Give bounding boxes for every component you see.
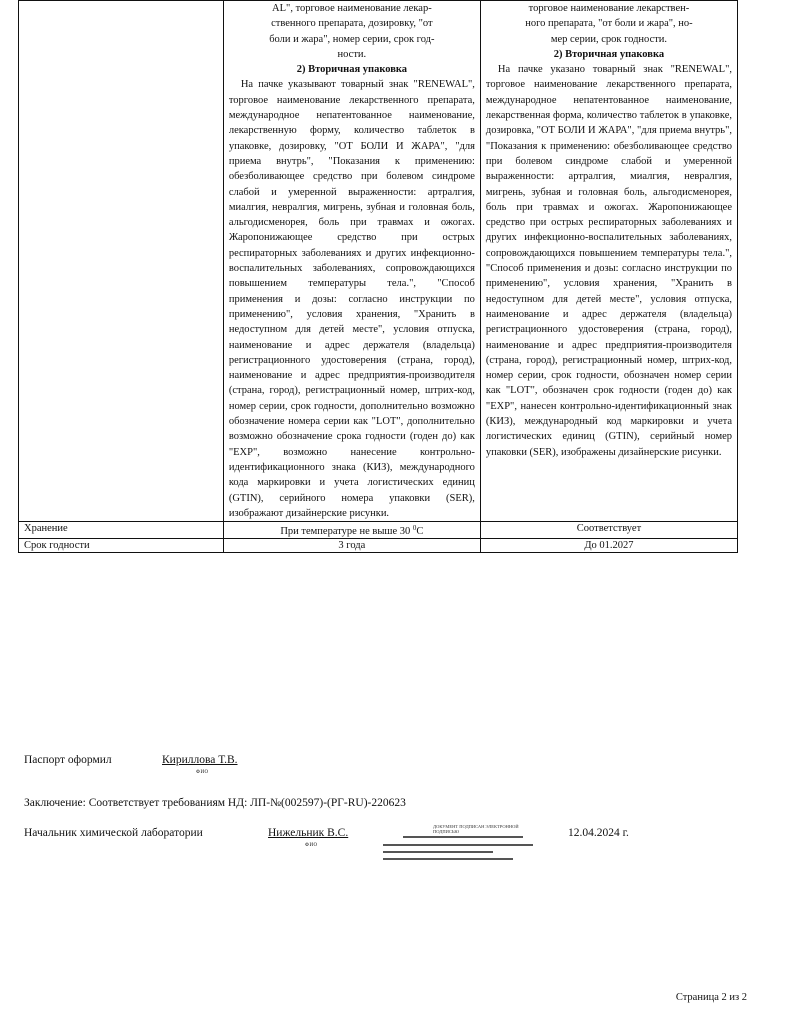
requirement-cell-packaging xyxy=(223,1,480,522)
electronic-signature-stamp xyxy=(383,824,543,868)
lab-head-fio-caption: ФИО xyxy=(305,843,318,848)
stamp-mark xyxy=(383,858,513,860)
passport-name: Кириллова Т.В. xyxy=(162,754,238,766)
result-cell-packaging xyxy=(480,1,737,522)
requirement-secondary-pack-heading: 2) Вторичная упаковка xyxy=(296,64,408,76)
shelf-life-requirement: 3 года xyxy=(223,539,480,553)
table-row-shelf-life xyxy=(19,539,738,553)
result-continuation-line: ного препарата, "от боли и жара", но- xyxy=(525,18,693,30)
storage-label: Хранение xyxy=(19,522,224,539)
specification-table xyxy=(18,0,738,553)
storage-requirement xyxy=(223,522,480,539)
result-continuation-line: мер серии, срок годности. xyxy=(550,33,668,45)
degree-superscript: 0 xyxy=(412,524,417,533)
storage-result: Соответствует xyxy=(480,522,737,539)
requirement-continuation-line: ственного препарата, дозировку, "от xyxy=(271,18,433,30)
requirement-continuation-line: боли и жара", номер серии, срок год- xyxy=(269,33,435,45)
stamp-mark xyxy=(383,851,493,853)
passport-label: Паспорт оформил xyxy=(24,754,112,766)
result-secondary-pack-heading: 2) Вторичная упаковка xyxy=(553,48,665,60)
signature-date: 12.04.2024 г. xyxy=(568,827,629,839)
page-number: Страница 2 из 2 xyxy=(675,992,747,1003)
requirement-continuation-line: ности. xyxy=(337,48,367,60)
shelf-life-result: До 01.2027 xyxy=(480,539,737,553)
stamp-mark xyxy=(403,836,523,838)
lab-head-name: Нижельник В.С. xyxy=(268,827,349,839)
passport-line xyxy=(24,754,112,766)
stamp-text: ДОКУМЕНТ ПОДПИСАН ЭЛЕКТРОННОЙ ПОДПИСЬЮ xyxy=(433,824,519,834)
result-secondary-pack-text: На пачке указано товарный знак "RENEWAL", торговое наименование лекарственного препарата, международное непатентованное наименование, лекарственная форма, количество таблеток в упаковке, дозировка, "ОТ БОЛИ И ЖАРА", "для приема внутрь", "Показания к применению: обезболивающее средство при болевом синдроме слабой и умеренной выраженности: артралгия, миалгия, невралгия, мигрень, зубная и головная боль, альгодисменорея, боль при травмах и ожогах. Жаропонижающее средство при острых респираторных заболеваниях и других инфекционно-воспалительных заболеваниях, сопровождающихся повышением температуры тела.", "Способ применения и дозы: согласно инструкции по применению", условия хранения, "Хранить в недоступном для детей месте", условия отпуска, наименование и адрес держателя (владельца) регистрационного удостоверения (страна, город), наименование и адрес предприятия-производителя (страна, город), регистрационный номер, штрих-код, номер серии, срок годности, обозначен номер серии как "LOT", обозначен срок годности (годен до) как "EXP", нанесен контрольно-идентификационный знак (КИЗ), международный код маркировки и учета логистических единиц (GTIN), серийный номер упаковки (SER), изображены дизайнерские рисунки. xyxy=(485,64,732,458)
shelf-life-label: Срок годности xyxy=(19,539,224,553)
storage-requirement-text: При температуре не выше 30 xyxy=(280,526,411,538)
result-continuation-line: торговое наименование лекарствен- xyxy=(528,3,690,14)
conclusion-text: Заключение: Соответствует требованиям НД: ЛП-№(002597)-(РГ-RU)-220623 xyxy=(24,797,406,809)
passport-fio-caption: ФИО xyxy=(196,770,209,775)
requirement-continuation-line: AL", торговое наименование лекар- xyxy=(272,3,432,14)
table-row-packaging xyxy=(19,1,738,522)
stamp-mark xyxy=(383,844,533,846)
lab-head-label: Начальник химической лаборатории xyxy=(24,827,203,839)
label-cell-empty xyxy=(19,1,224,522)
storage-unit: С xyxy=(416,526,424,538)
requirement-secondary-pack-text: На пачке указывают товарный знак "RENEWAL", торговое наименование лекарственного препарата, международное непатентованное наименование, лекарственную форму, количество таблеток в упаковке, дозировку, "ОТ БОЛИ И ЖАРА", "для приема внутрь", "Показания к применению: обезболивающее средство при болевом синдроме слабой и умеренной выраженности: артралгия, миалгия, невралгия, мигрень, зубная и головная боль, альгодисменорея, боль при травмах и ожогах. Жаропонижающее средство при острых респираторных заболеваниях и других инфекционно-воспалительных заболеваниях, сопровождающихся повышением температуры тела.", "Способ применения и дозы: согласно инструкции по применению", условия хранения, "Хранить в недоступном для детей месте", условия отпуска, наименование и адрес держателя (владельца) регистрационного удостоверения (страна, город), наименование и адрес предприятия-производителя (страна, город), регистрационный номер, штрих-код, номер серии, срок годности, дополнительно возможно обозначение номера серии как "LOT", дополнительно возможно обозначение срока годности (годен до) как "EXP", возможно нанесение контрольно-идентификационного знака (КИЗ), международного кода маркировки и учета логистических единиц (GTIN), серийного номера упаковки (SER), изображают дизайнерские рисунки. xyxy=(228,79,475,519)
table-row-storage xyxy=(19,522,738,539)
